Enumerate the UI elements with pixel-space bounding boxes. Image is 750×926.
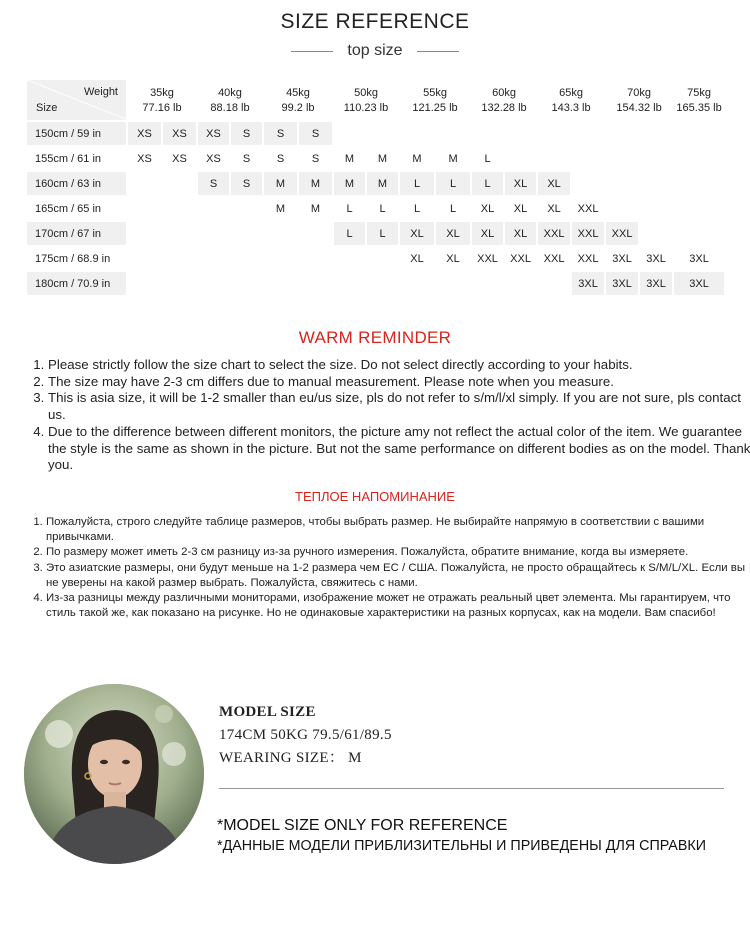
size-cell: XL [471, 196, 504, 221]
subtitle: top size [347, 42, 403, 59]
weight-kg: 40kg [218, 86, 242, 99]
size-cell [571, 171, 605, 196]
size-cell [230, 221, 263, 246]
size-cell: XL [435, 246, 471, 271]
size-cell: M [298, 171, 333, 196]
size-cell: L [333, 221, 366, 246]
size-cell [333, 121, 366, 146]
weight-kg: 50kg [354, 86, 378, 99]
size-cell [197, 196, 230, 221]
size-cell [504, 121, 537, 146]
size-cell: 3XL [571, 271, 605, 296]
weight-header-cell [197, 79, 263, 121]
weight-kg: 35kg [150, 86, 174, 99]
size-cell [471, 121, 504, 146]
size-cell: XS [197, 146, 230, 171]
size-cell: L [366, 196, 399, 221]
size-cell [639, 221, 673, 246]
size-cell [435, 271, 471, 296]
table-header-row [26, 79, 725, 121]
weight-header-cell [471, 79, 537, 121]
size-cell: L [366, 221, 399, 246]
size-cell: L [399, 196, 435, 221]
size-cell: L [399, 171, 435, 196]
size-cell [230, 196, 263, 221]
size-cell: 3XL [673, 271, 725, 296]
size-cell [162, 246, 197, 271]
size-cell [263, 246, 298, 271]
table-row [26, 196, 725, 221]
size-cell: XS [127, 121, 162, 146]
size-cell [298, 221, 333, 246]
height-label: 155cm / 61 in [26, 146, 127, 171]
size-cell [399, 121, 435, 146]
size-cell [399, 271, 435, 296]
size-cell [504, 146, 537, 171]
size-cell [605, 146, 639, 171]
size-cell: XS [127, 146, 162, 171]
table-row [26, 246, 725, 271]
model-wearing-size: WEARING SIZE： M [219, 750, 362, 766]
subtitle-row [0, 42, 750, 60]
subtitle-rule-right [417, 51, 459, 52]
size-cell [571, 146, 605, 171]
size-cell: 3XL [605, 246, 639, 271]
size-cell [537, 121, 571, 146]
size-cell: S [263, 121, 298, 146]
weight-lb: 99.2 lb [281, 101, 315, 114]
size-cell: M [263, 171, 298, 196]
size-cell [197, 271, 230, 296]
table-corner-cell [26, 79, 127, 121]
size-cell: M [366, 146, 399, 171]
size-cell: S [263, 146, 298, 171]
size-cell: XL [537, 171, 571, 196]
weight-kg: 75kg [687, 86, 711, 99]
size-cell [639, 146, 673, 171]
size-cell: S [230, 121, 263, 146]
size-cell [162, 196, 197, 221]
size-cell: S [298, 121, 333, 146]
size-cell [673, 146, 725, 171]
size-cell [162, 271, 197, 296]
size-cell [162, 221, 197, 246]
size-cell: M [298, 196, 333, 221]
size-cell: XXL [471, 246, 504, 271]
size-cell [435, 121, 471, 146]
weight-label: Weight [83, 86, 118, 98]
size-cell: XL [504, 221, 537, 246]
model-measurements: 174CM 50KG 79.5/61/89.5 [219, 727, 392, 743]
model-note-en: *MODEL SIZE ONLY FOR REFERENCE [217, 817, 508, 834]
weight-lb: 132.28 lb [481, 101, 527, 114]
model-divider [219, 788, 724, 789]
model-portrait-icon [24, 684, 204, 864]
size-cell: XXL [537, 221, 571, 246]
list-item: 1. Please strictly follow the size chart to select the size. Do not select directly according to your habits. [48, 357, 750, 374]
size-cell: S [298, 146, 333, 171]
height-label: 150cm / 59 in [26, 121, 127, 146]
size-cell: 3XL [639, 246, 673, 271]
size-cell [537, 271, 571, 296]
weight-lb: 110.23 lb [343, 101, 389, 114]
size-cell [471, 271, 504, 296]
size-cell [197, 221, 230, 246]
size-cell: XXL [504, 246, 537, 271]
size-cell [639, 121, 673, 146]
height-label: 160cm / 63 in [26, 171, 127, 196]
size-cell [127, 171, 162, 196]
weight-lb: 154.32 lb [616, 101, 662, 114]
size-cell [504, 271, 537, 296]
size-cell: XXL [571, 246, 605, 271]
size-chart-table [25, 78, 726, 297]
size-cell [230, 271, 263, 296]
size-cell [366, 246, 399, 271]
height-label: 180cm / 70.9 in [26, 271, 127, 296]
size-cell: M [435, 146, 471, 171]
size-cell: M [263, 196, 298, 221]
size-cell: L [435, 196, 471, 221]
subtitle-rule-left [291, 51, 333, 52]
size-cell: XL [435, 221, 471, 246]
model-note-ru: *ДАННЫЕ МОДЕЛИ ПРИБЛИЗИТЕЛЬНЫ И ПРИВЕДЕНЫ ДЛЯ СПРАВКИ [217, 838, 706, 854]
size-cell: XS [162, 146, 197, 171]
size-cell: XL [471, 221, 504, 246]
warm-reminder-list [20, 357, 750, 474]
weight-kg: 65kg [559, 86, 583, 99]
size-cell: 3XL [673, 246, 725, 271]
size-cell [366, 121, 399, 146]
size-cell [333, 271, 366, 296]
size-cell: L [471, 146, 504, 171]
size-cell [673, 121, 725, 146]
size-cell: XS [162, 121, 197, 146]
list-item: 4. Due to the difference between different monitors, the picture amy not reflect the actual color of the item. We guarantee the style is the same as shown in the picture. But not the same performance on different bodies as on the model. Thank you. [48, 424, 750, 474]
size-cell [333, 246, 366, 271]
size-cell [127, 196, 162, 221]
size-cell: XL [504, 196, 537, 221]
table-row [26, 271, 725, 296]
size-cell: S [230, 171, 263, 196]
size-cell [127, 221, 162, 246]
weight-lb: 143.3 lb [551, 101, 591, 114]
size-cell [298, 246, 333, 271]
size-cell: L [471, 171, 504, 196]
weight-header-cell [127, 79, 197, 121]
ru-reminder-list [22, 515, 750, 621]
size-cell [263, 271, 298, 296]
size-cell: XXL [571, 196, 605, 221]
size-cell [605, 121, 639, 146]
height-label: 175cm / 68.9 in [26, 246, 127, 271]
list-item: 3. Это азиатские размеры, они будут меньше на 1-2 размера чем ЕС / США. Пожалуйста, не просто обращайтесь к S/M/L/XL. Если вы не уверены на какой размер выбрать. Пожалуйста, свяжитесь с нами. [46, 561, 750, 591]
size-cell [639, 171, 673, 196]
size-cell [197, 246, 230, 271]
weight-kg: 70kg [627, 86, 651, 99]
size-cell: XL [399, 246, 435, 271]
size-cell: XS [197, 121, 230, 146]
size-cell [162, 171, 197, 196]
weight-lb: 88.18 lb [210, 101, 250, 114]
size-cell: 3XL [605, 271, 639, 296]
size-cell [537, 146, 571, 171]
weight-header-cell [333, 79, 399, 121]
height-label: 165cm / 65 in [26, 196, 127, 221]
size-cell [298, 271, 333, 296]
size-cell [127, 246, 162, 271]
size-cell: XXL [537, 246, 571, 271]
size-cell [366, 271, 399, 296]
warm-reminder-title: WARM REMINDER [298, 328, 452, 347]
weight-header-cell [673, 79, 725, 121]
size-cell: M [366, 171, 399, 196]
weight-header-cell [263, 79, 333, 121]
table-row [26, 146, 725, 171]
size-cell: XL [504, 171, 537, 196]
weight-lb: 77.16 lb [142, 101, 182, 114]
list-item: 3. This is asia size, it will be 1-2 smaller than eu/us size, pls do not refer to s/m/l/xl simply. If you are not sure, pls contact us. [48, 390, 750, 423]
size-cell [571, 121, 605, 146]
size-cell: XXL [571, 221, 605, 246]
size-cell: S [230, 146, 263, 171]
page-title: SIZE REFERENCE [280, 10, 470, 33]
size-cell: XL [399, 221, 435, 246]
size-cell: M [333, 146, 366, 171]
list-item: 4. Из-за разницы между различными мониторами, изображение может не отражать реальный цвет элемента. Мы гарантируем, что стиль такой же, как показано на рисунке. Но не одинаковые характеристики на разных корпусах, как на модели. Вам спасибо! [46, 591, 750, 621]
weight-header-cell [399, 79, 471, 121]
weight-kg: 55kg [423, 86, 447, 99]
size-cell: S [197, 171, 230, 196]
size-cell: L [435, 171, 471, 196]
table-row [26, 171, 725, 196]
weight-lb: 165.35 lb [676, 101, 722, 114]
weight-kg: 60kg [492, 86, 516, 99]
size-cell [673, 171, 725, 196]
size-cell [673, 221, 725, 246]
size-cell [673, 196, 725, 221]
model-photo [24, 684, 204, 864]
height-label: 170cm / 67 in [26, 221, 127, 246]
size-label: Size [36, 102, 58, 114]
size-cell [263, 221, 298, 246]
list-item: 2. По размеру может иметь 2-3 см разницу из-за ручного измерения. Пожалуйста, обратите внимание, когда вы измеряете. [46, 545, 750, 560]
size-cell [127, 271, 162, 296]
model-size-title: MODEL SIZE [219, 704, 316, 720]
size-cell: XL [537, 196, 571, 221]
size-cell: XXL [605, 221, 639, 246]
size-cell [605, 171, 639, 196]
table-row [26, 121, 725, 146]
size-cell [605, 196, 639, 221]
weight-header-cell [537, 79, 605, 121]
table-row [26, 221, 725, 246]
weight-header-cell [605, 79, 673, 121]
list-item: 1. Пожалуйста, строго следуйте таблице размеров, чтобы выбрать размер. Не выбирайте напрямую в соответствии с вашими привычками. [46, 515, 750, 545]
list-item: 2. The size may have 2-3 cm differs due to manual measurement. Please note when you measure. [48, 374, 750, 391]
size-cell: L [333, 196, 366, 221]
size-cell [230, 246, 263, 271]
ru-reminder-title: ТЕПЛОЕ НАПОМИНАНИЕ [295, 489, 455, 504]
size-cell [639, 196, 673, 221]
weight-lb: 121.25 lb [412, 101, 458, 114]
weight-kg: 45kg [286, 86, 310, 99]
size-cell: 3XL [639, 271, 673, 296]
size-cell: M [399, 146, 435, 171]
size-cell: M [333, 171, 366, 196]
